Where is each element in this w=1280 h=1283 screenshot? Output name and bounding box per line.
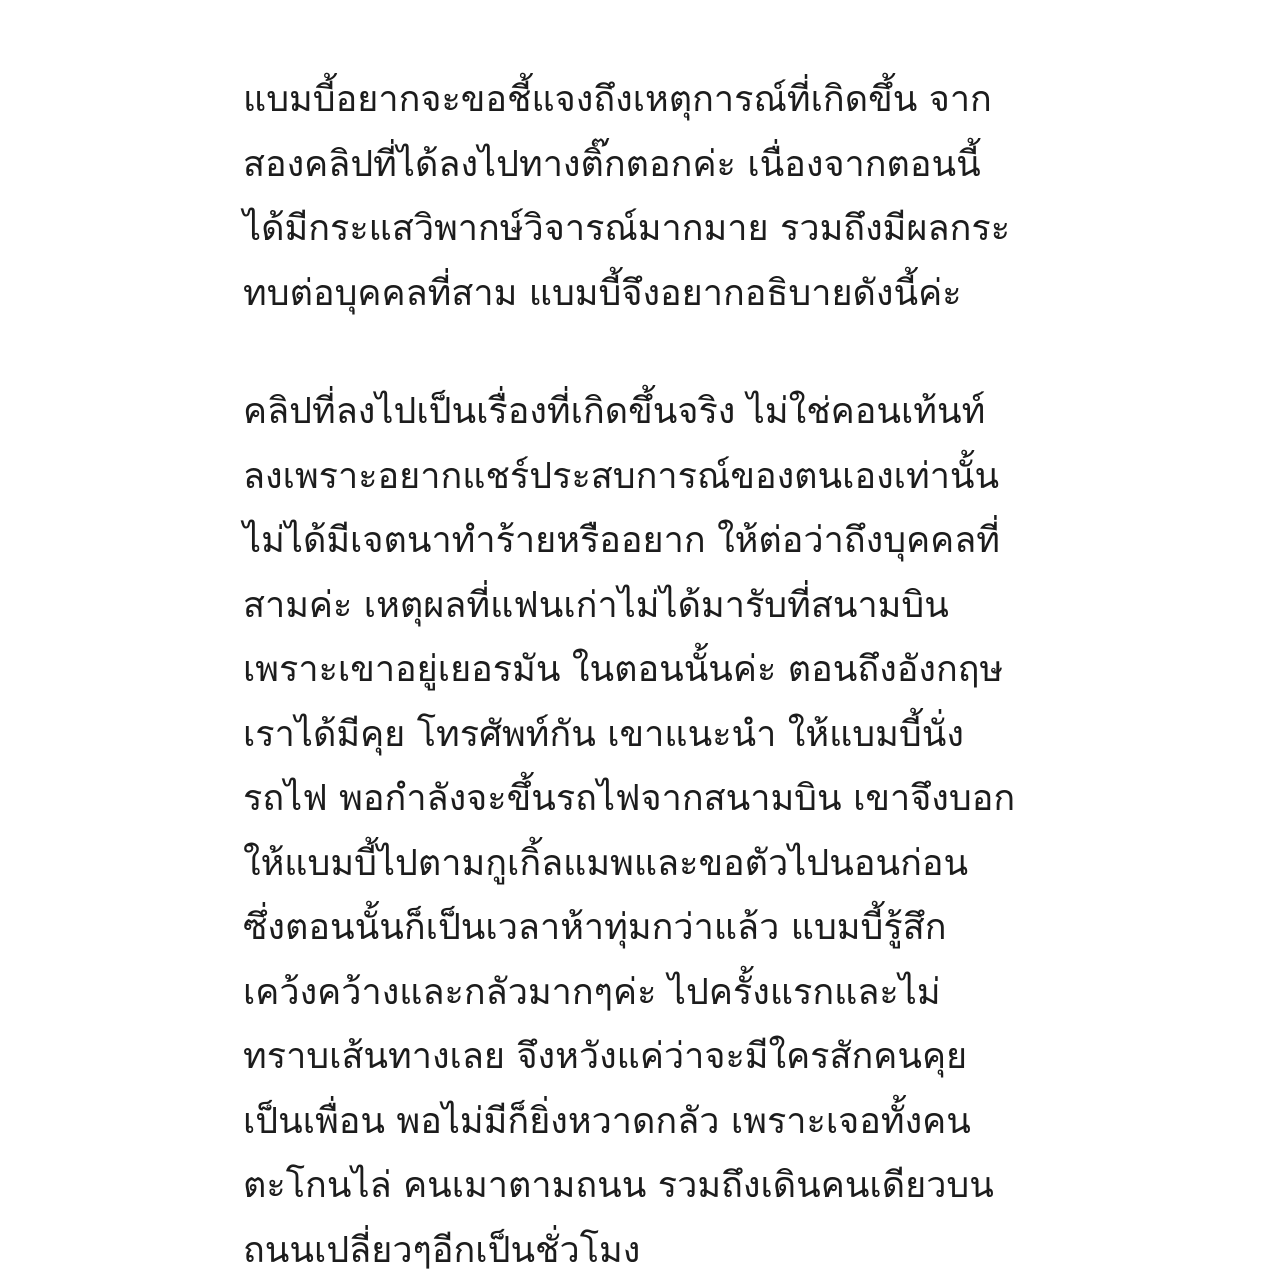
text-line: เพราะเขาอยู่เยอรมัน ในตอนนั้นค่ะ ตอนถึงอังกฤษ (243, 638, 1103, 703)
text-line: ซึ่งตอนนั้นก็เป็นเวลาห้าทุ่มกว่าแล้ว แบมบี้รู้สึก (243, 896, 1103, 961)
text-line: ให้แบมบี้ไปตามกูเกิ้ลแมพและขอตัวไปนอนก่อน (243, 832, 1103, 897)
text-line: เคว้งคว้างและกลัวมากๆค่ะ ไปครั้งแรกและไม่ (243, 961, 1103, 1026)
text-line: ทราบเส้นทางเลย จึงหวังแค่ว่าจะมีใครสักคนคุย (243, 1025, 1103, 1090)
text-line: ทบต่อบุคคลที่สาม แบมบี้จึงอยากอธิบายดังนี้ค่ะ (243, 262, 1103, 327)
text-line: ถนนเปลี่ยวๆอีกเป็นชั่วโมง (243, 1219, 1103, 1283)
text-line: รถไฟ พอกำลังจะขึ้นรถไฟจากสนามบิน เขาจึงบอก (243, 767, 1103, 832)
text-line: สองคลิปที่ได้ลงไปทางติ๊กตอกค่ะ เนื่องจากตอนนี้ (243, 133, 1103, 198)
text-line: ตะโกนไล่ คนเมาตามถนน รวมถึงเดินคนเดียวบน (243, 1154, 1103, 1219)
text-line: เราได้มีคุย โทรศัพท์กัน เขาแนะนำ ให้แบมบี้นั่ง (243, 703, 1103, 768)
text-line: ได้มีกระแสวิพากษ์วิจารณ์มากมาย รวมถึงมีผลกระ (243, 197, 1103, 262)
text-line: ลงเพราะอยากแชร์ประสบการณ์ของตนเองเท่านั้น (243, 445, 1103, 510)
text-line: คลิปที่ลงไปเป็นเรื่องที่เกิดขึ้นจริง ไม่ใช่คอนเท้นท์ (243, 380, 1103, 445)
paragraph-2 (243, 380, 1103, 1283)
text-line: เป็นเพื่อน พอไม่มีก็ยิ่งหวาดกลัว เพราะเจอทั้งคน (243, 1090, 1103, 1155)
text-line: แบมบี้อยากจะขอชี้แจงถึงเหตุการณ์ที่เกิดขึ้น จาก (243, 68, 1103, 133)
text-line: สามค่ะ เหตุผลที่แฟนเก่าไม่ได้มารับที่สนามบิน (243, 574, 1103, 639)
text-line: ไม่ได้มีเจตนาทำร้ายหรืออยาก ให้ต่อว่าถึงบุคคลที่ (243, 509, 1103, 574)
paragraph-1 (243, 68, 1103, 326)
